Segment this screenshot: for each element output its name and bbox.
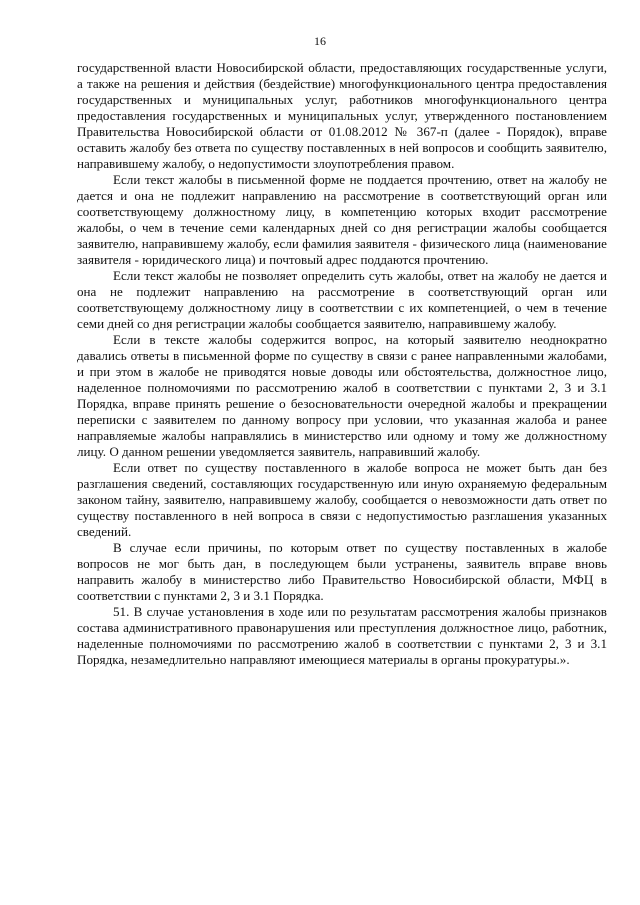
paragraph-repeated-question: Если в тексте жалобы содержится вопрос, на который заявителю неоднократно давались ответы в письменной форме по существу в связи с ранее направленными жалобами, и при этом в жалобе не приводятся новые доводы или обстоятельства, должностное лицо, наделенное полномочиями по рассмотрению жалоб в соответствии с пунктами 2, 3 и 3.1 Порядка, вправе принять решение о безосновательности очередной жалобы и прекращении переписки с заявителем по данному вопросу при условии, что указанная жалоба и ранее направляемые жалобы направлялись в министерство или одному и тому же должностному лицу. О данном решении уведомляется заявитель, направивший жалобу.	[77, 332, 607, 459]
paragraph-continuation: государственной власти Новосибирской области, предоставляющих государственные услуги, а также на решения и действия (бездействие) многофункционального центра предоставления государственных и муниципальных услуг, работников многофункционального центра предоставления государственных и муниципальных услуг, утвержденного постановлением Правительства Новосибирской области от 01.08.2012 № 367-п (далее - Порядок), вправе оставить жалобу без ответа по существу поставленных в ней вопросов и сообщить заявителю, направившему жалобу, о недопустимости злоупотребления правом.	[77, 60, 607, 171]
paragraph-unclear-essence: Если текст жалобы не позволяет определить суть жалобы, ответ на жалобу не дается и она не подлежит направлению на рассмотрение в соответствующий орган или соответствующему должностному лицу в соответствии с их компетенцией, о чем в течение семи дней со дня регистрации жалобы сообщается заявителю, направившему жалобу.	[77, 268, 607, 331]
paragraph-unreadable-text: Если текст жалобы в письменной форме не поддается прочтению, ответ на жалобу не дается и она не подлежит направлению на рассмотрение в соответствующий орган или соответствующему должностному лицу, в компетенцию которых входит рассмотрение жалобы, о чем в течение семи календарных дней со дня регистрации жалобы сообщается заявителю, направившему жалобу, если фамилия заявителя - физического лица (наименование заявителя - юридического лица) и почтовый адрес поддаются прочтению.	[77, 172, 607, 267]
page-number: 16	[314, 34, 326, 48]
paragraph-reasons-removed: В случае если причины, по которым ответ по существу поставленных в жалобе вопросов не мог быть дан, в последующем были устранены, заявитель вправе вновь направить жалобу в министерство либо Правительство Новосибирской области, МФЦ в соответствии с пунктами 2, 3 и 3.1 Порядка.	[77, 540, 607, 603]
paragraph-state-secret: Если ответ по существу поставленного в жалобе вопроса не может быть дан без разглашения сведений, составляющих государственную или иную охраняемую федеральным законом тайну, заявителю, направившему жалобу, сообщается о невозможности дать ответ по существу поставленного в ней вопроса в связи с недопустимостью разглашения указанных сведений.	[77, 460, 607, 539]
paragraph-item-51: 51. В случае установления в ходе или по результатам рассмотрения жалобы признаков состава административного правонарушения или преступления должностное лицо, работник, наделенные полномочиями по рассмотрению жалоб в соответствии с пунктами 2, 3 и 3.1 Порядка, незамедлительно направляют имеющиеся материалы в органы прокуратуры.».	[77, 604, 607, 667]
document-body	[77, 60, 607, 668]
